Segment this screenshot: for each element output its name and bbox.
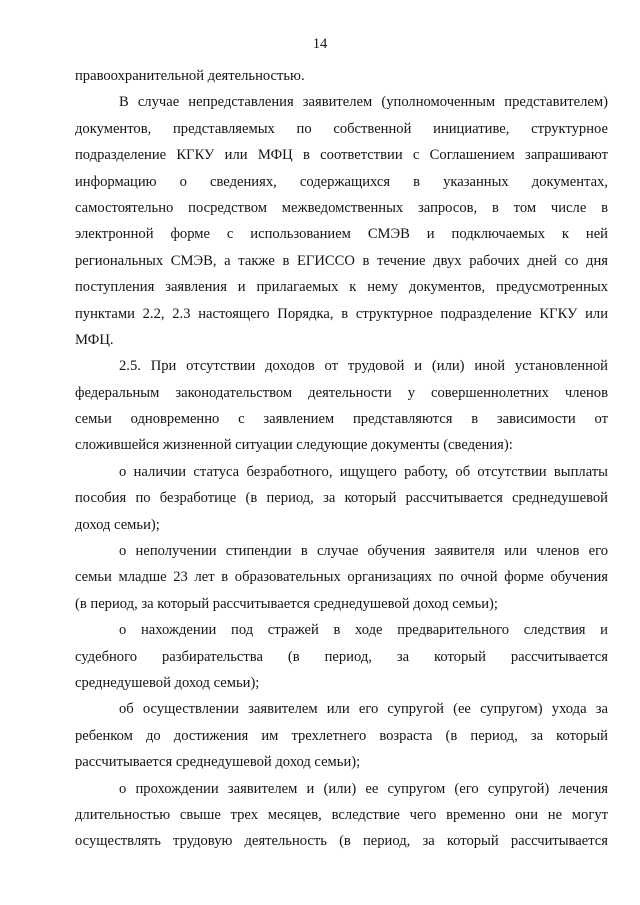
text-line: самостоятельно посредством межведомственных запросов, в том числе в — [75, 199, 608, 216]
text-line: региональных СМЭВ, а также в ЕГИССО в течение двух рабочих дней со дня — [75, 252, 608, 269]
text-line: правоохранительной деятельностью. — [75, 68, 305, 84]
body-text — [75, 63, 608, 855]
paragraph — [75, 353, 608, 459]
text-line: электронной форме с использованием СМЭВ и подключаемых к ней — [75, 226, 608, 243]
text-line: подразделение КГКУ или МФЦ в соответствии с Соглашением запрашивают — [75, 147, 608, 164]
text-line: (в период, за который рассчитывается среднедушевой доход семьи); — [75, 595, 498, 612]
paragraph — [75, 696, 608, 775]
page-number: 14 — [312, 36, 328, 52]
text-line: В случае непредставления заявителем (уполномоченным представителем) — [119, 94, 608, 111]
text-line: информацию о сведениях, содержащихся в указанных документах, — [75, 173, 608, 190]
text-line: рассчитывается среднедушевой доход семьи); — [75, 754, 361, 771]
text-line: федеральным законодательством деятельности у совершеннолетних членов — [75, 384, 608, 401]
text-line: об осуществлении заявителем или его супругой (ее супругом) ухода за — [119, 701, 608, 718]
text-line: пунктами 2.2, 2.3 настоящего Порядка, в структурное подразделение КГКУ или — [75, 305, 608, 322]
text-line: осуществлять трудовую деятельность (в период, за который рассчитывается — [75, 833, 608, 850]
paragraph — [75, 459, 608, 538]
text-line: документов, представляемых по собственной инициативе, структурное — [75, 120, 608, 137]
text-line: о нахождении под стражей в ходе предварительного следствия и — [119, 622, 608, 639]
text-line: 2.5. При отсутствии доходов от трудовой и (или) иной установленной — [119, 358, 608, 375]
text-line: о наличии статуса безработного, ищущего работу, об отсутствии выплаты — [119, 463, 608, 480]
text-line: среднедушевой доход семьи); — [75, 674, 260, 691]
paragraph — [75, 776, 608, 855]
text-line: ребенком до достижения им трехлетнего возраста (в период, за который — [75, 727, 608, 744]
text-line: поступления заявления и прилагаемых к нему документов, предусмотренных — [75, 279, 608, 296]
text-line: семьи одновременно с заявлением представляются в зависимости от — [75, 411, 608, 428]
text-line: МФЦ. — [75, 331, 114, 348]
text-line: судебного разбирательства (в период, за который рассчитывается — [75, 648, 608, 665]
paragraph — [75, 89, 608, 353]
paragraph — [75, 617, 608, 696]
text-line: о неполучении стипендии в случае обучения заявителя или членов его — [119, 543, 608, 560]
text-line: семьи младше 23 лет в образовательных организациях по очной форме обучения — [75, 569, 608, 586]
text-line: доход семьи); — [75, 516, 160, 533]
text-line: о прохождении заявителем и (или) ее супругом (его супругой) лечения — [119, 780, 608, 797]
text-line: длительностью свыше трех месяцев, вследствие чего временно они не могут — [75, 806, 608, 823]
paragraph — [75, 63, 608, 89]
text-line: пособия по безработице (в период, за который рассчитывается среднедушевой — [75, 490, 608, 507]
text-line: сложившейся жизненной ситуации следующие документы (сведения): — [75, 437, 513, 454]
paragraph — [75, 538, 608, 617]
